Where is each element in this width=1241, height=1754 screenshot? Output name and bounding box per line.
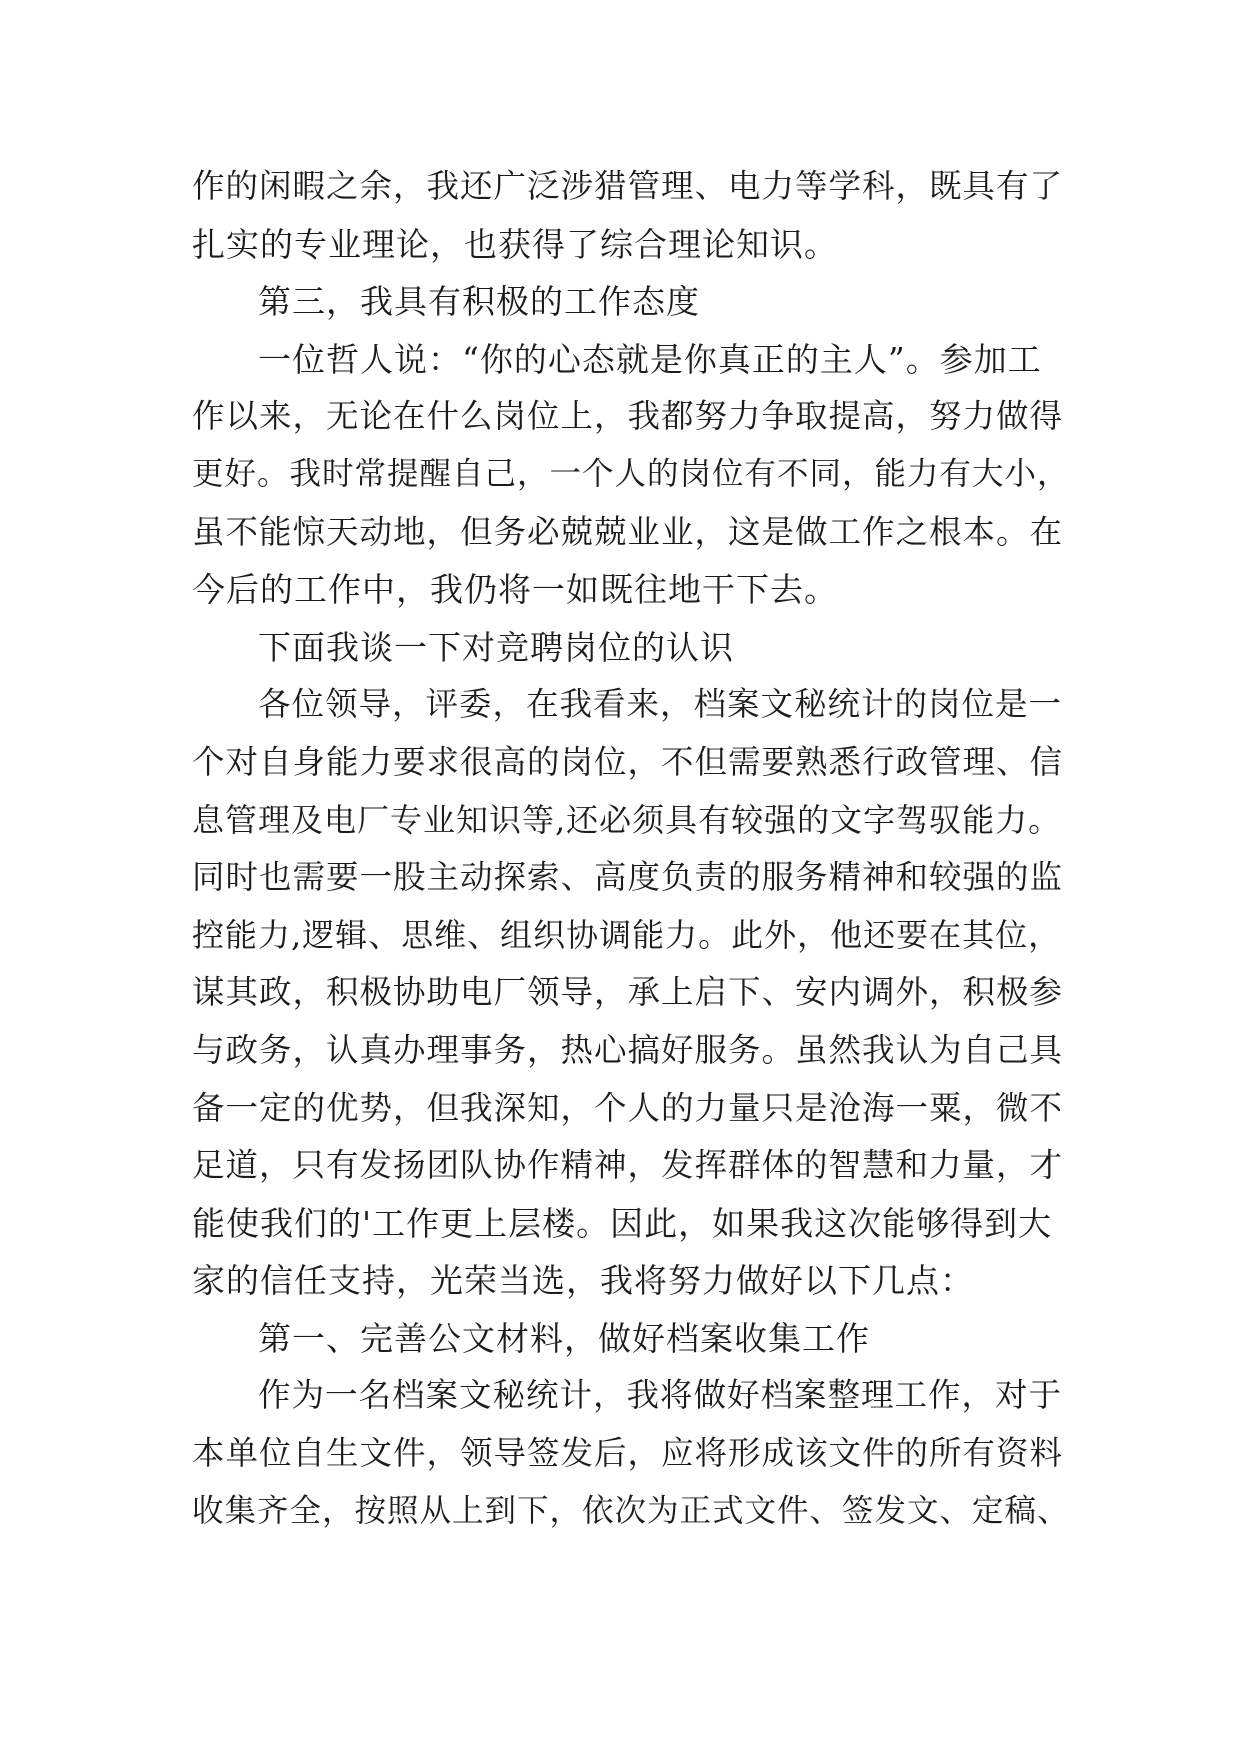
paragraph-start-line: 作为一名档案文秘统计，我将做好档案整理工作，对于 [258, 1376, 1063, 1415]
text-line: 作以来，无论在什么岗位上，我都努力争取提高，努力做得 [192, 397, 1064, 436]
text-line: 扎实的专业理论，也获得了综合理论知识。 [192, 224, 838, 264]
text-line: 控能力,逻辑、思维、组织协调能力。此外，他还要在其位， [192, 915, 1062, 954]
paragraph-start-line: 一位哲人说：“你的心态就是你真正的主人”。参加工 [258, 339, 1042, 379]
paragraph-start-line: 第一、完善公文材料，做好档案收集工作 [258, 1318, 870, 1358]
text-line: 与政务，认真办理事务，热心搞好服务。虽然我认为自己具 [192, 1030, 1064, 1069]
text-line: 本单位自生文件，领导签发后，应将形成该文件的所有资料 [192, 1434, 1064, 1473]
text-line: 个对自身能力要求很高的岗位，不但需要熟悉行政管理、信 [192, 742, 1064, 781]
text-line: 作的闲暇之余，我还广泛涉猎管理、电力等学科，既具有了 [192, 167, 1064, 205]
paragraph-start-line: 各位领导，评委，在我看来，档案文秘统计的岗位是一 [258, 685, 1063, 724]
text-line: 虽不能惊天动地，但务必兢兢业业，这是做工作之根本。在 [192, 512, 1064, 551]
text-line: 收集齐全，按照从上到下，依次为正式文件、签发文、定稿、 [192, 1492, 1070, 1529]
paragraph-start-line: 第三，我具有积极的工作态度 [258, 282, 700, 322]
document-body [192, 158, 1072, 1540]
text-line: 更好。我时常提醒自己，一个人的岗位有不同，能力有大小， [192, 455, 1070, 492]
text-line: 备一定的优势，但我深知，个人的力量只是沧海一粟，微不 [192, 1088, 1064, 1127]
paragraph-start-line: 下面我谈一下对竞聘岗位的认识 [258, 627, 734, 667]
text-line: 同时也需要一股主动探索、高度负责的服务精神和较强的监 [192, 858, 1064, 897]
text-line: 能使我们的'工作更上层楼。因此，如果我这次能够得到大 [192, 1203, 1053, 1243]
text-line: 足道，只有发扬团队协作精神，发挥群体的智慧和力量，才 [192, 1146, 1064, 1185]
text-line: 息管理及电厂专业知识等,还必须具有较强的文字驾驭能力。 [192, 800, 1062, 839]
text-line: 家的信任支持，光荣当选，我将努力做好以下几点： [192, 1261, 974, 1301]
text-line: 今后的工作中，我仍将一如既往地干下去。 [192, 570, 838, 610]
text-line: 谋其政，积极协助电厂领导，承上启下、安内调外，积极参 [192, 973, 1064, 1012]
